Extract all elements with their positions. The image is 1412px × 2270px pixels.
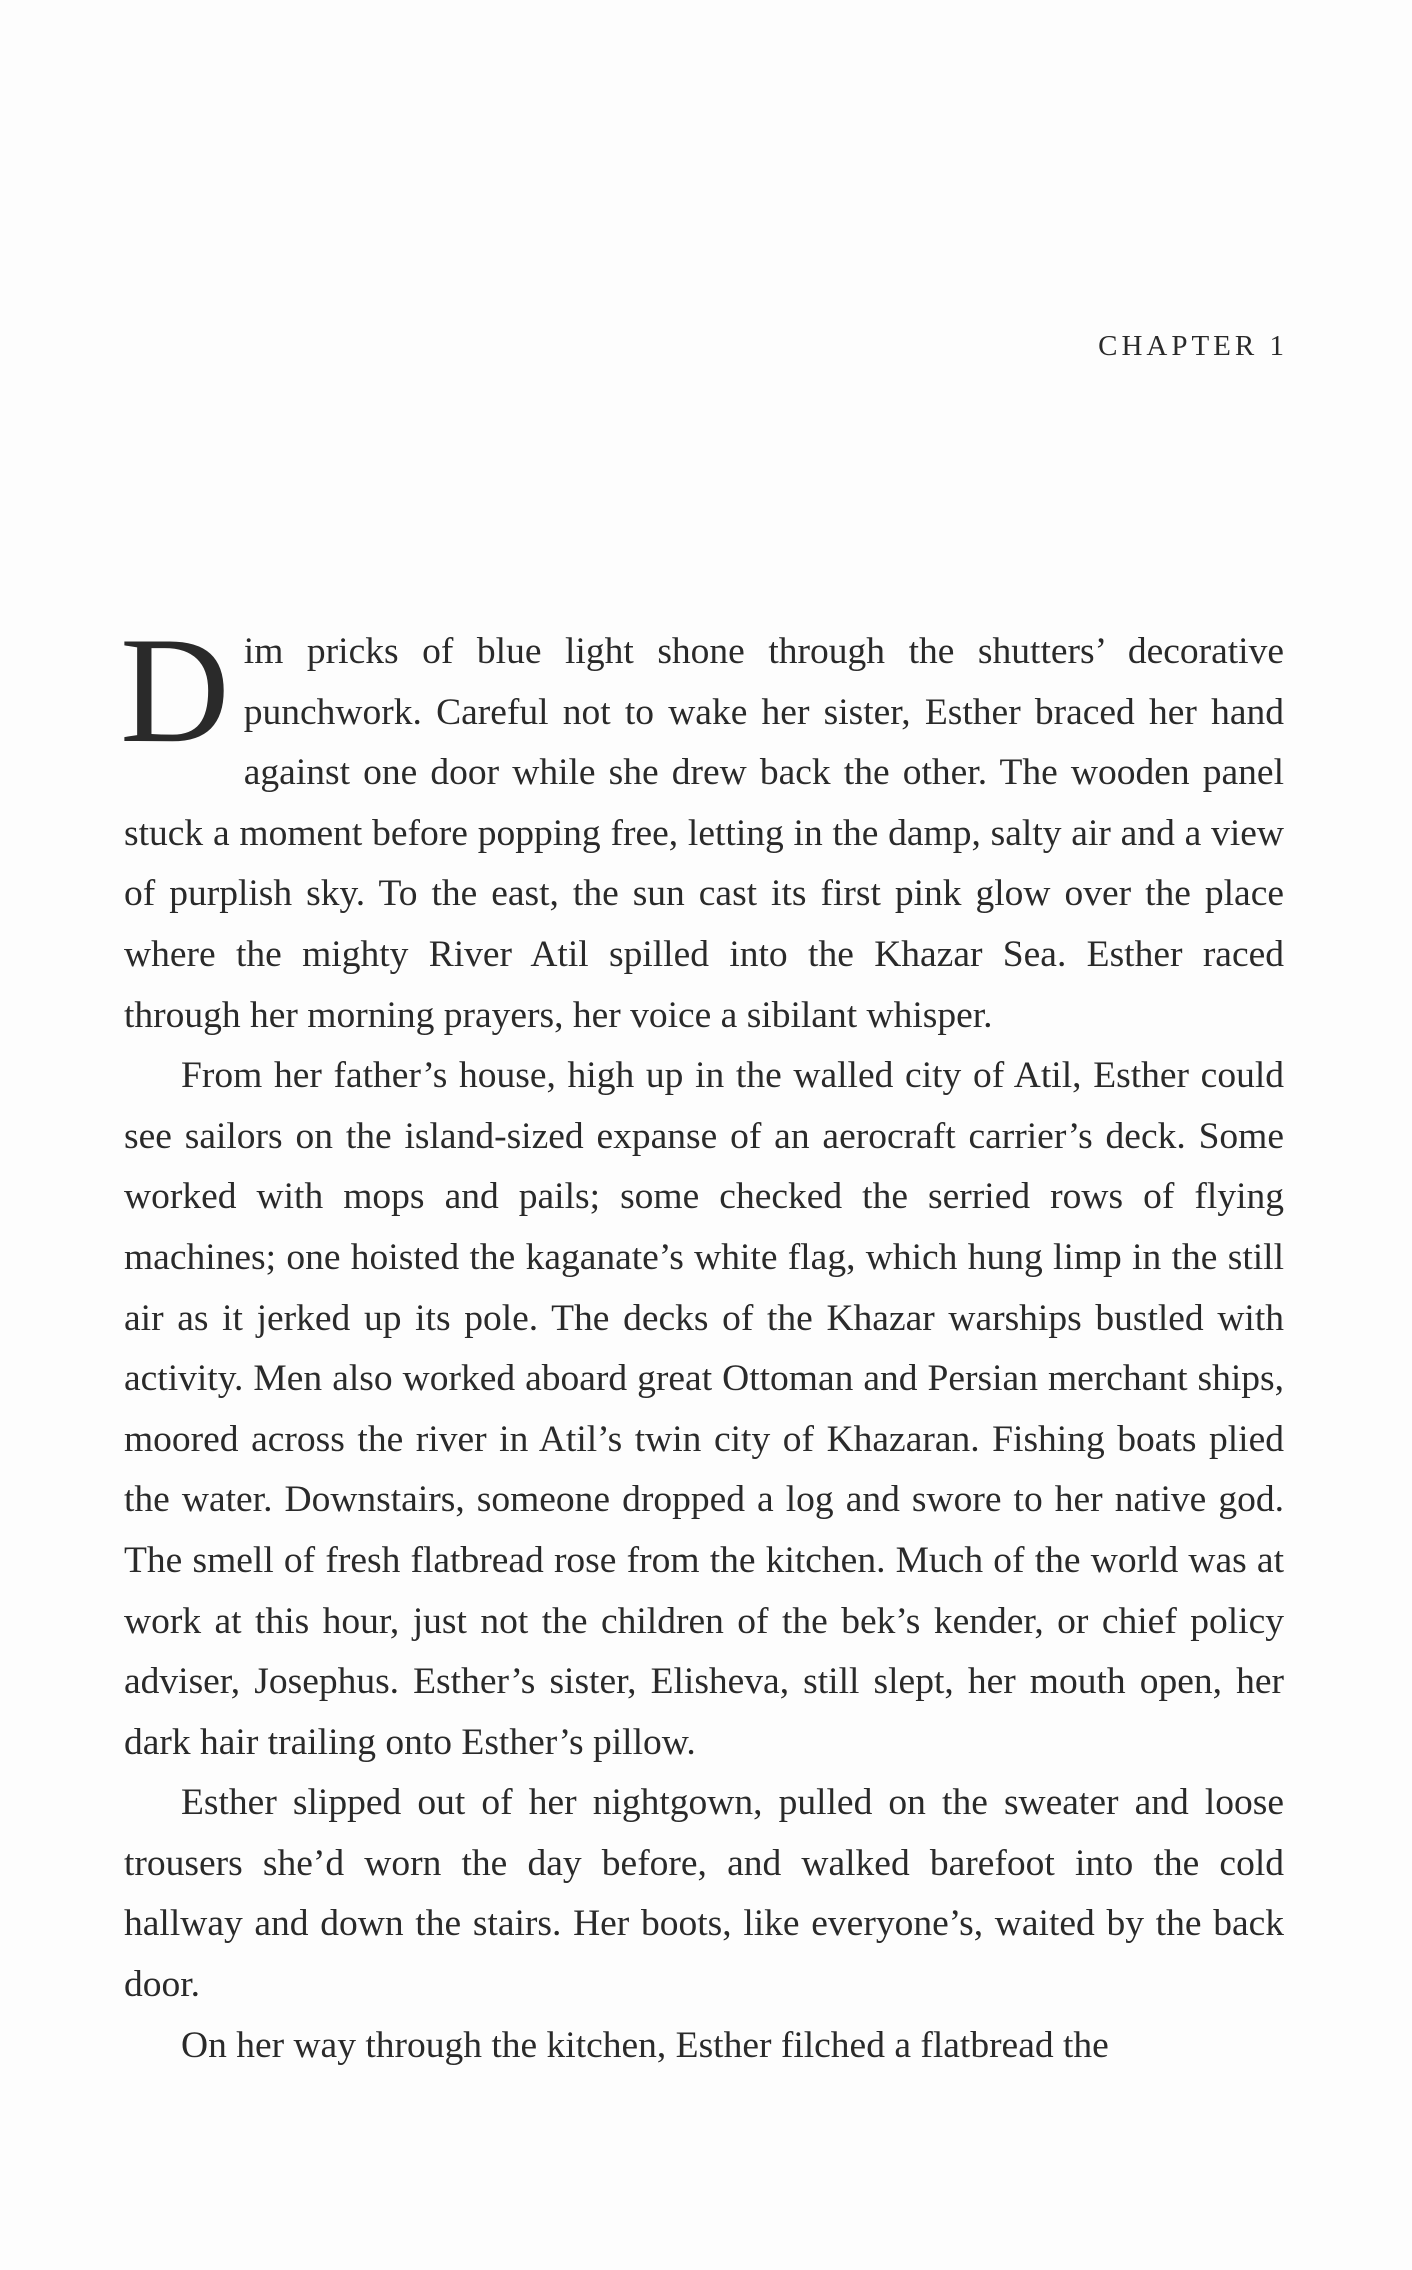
chapter-heading: CHAPTER 1	[1098, 330, 1288, 362]
paragraph-4: On her way through the kitchen, Esther filched a flatbread the	[181, 2024, 1109, 2066]
paragraph-1	[120, 606, 1284, 1046]
paragraph-3: Esther slipped out of her nightgown, pulled on the sweater and loose trousers she’d worn the day before, and walked barefoot into the cold hallway and down the stairs. Her boots, like everyone’s, waited by the back door.	[124, 1782, 1284, 2006]
paragraph-1-text: im pricks of blue light shone through the shutters’ decorative punchwork. Careful not to wake her sister, Esther braced her hand against one door while she drew back the other. The wooden panel stuck a moment before popping free, letting in the damp, salty air and a view of purplish sky. To the east, the sun cast its first pink glow over the place where the mighty River Atil spilled into the Khazar Sea. Esther raced through her morning prayers, her voice a sibilant whisper.	[124, 631, 1284, 1036]
paragraph-2: From her father’s house, high up in the walled city of Atil, Esther could see sailors on the island-sized expanse of an aerocraft carrier’s deck. Some worked with mops and pails; some checked the serried rows of flying machines; one hoisted the kaganate’s white flag, which hung limp in the still air as it jerked up its pole. The decks of the Khazar warships bustled with activity. Men also worked aboard great Ottoman and Persian merchant ships, moored across the river in Atil’s twin city of Khazaran. Fishing boats plied the water. Downstairs, someone dropped a log and swore to her native god. The smell of fresh flatbread rose from the kitchen. Much of the world was at work at this hour, just not the children of the bek’s kender, or chief policy adviser, Josephus. Esther’s sister, Elisheva, still slept, her mouth open, her dark hair trailing onto Esther’s pillow.	[124, 1055, 1284, 1763]
drop-cap: D	[120, 606, 230, 774]
body-text	[120, 606, 1284, 2076]
